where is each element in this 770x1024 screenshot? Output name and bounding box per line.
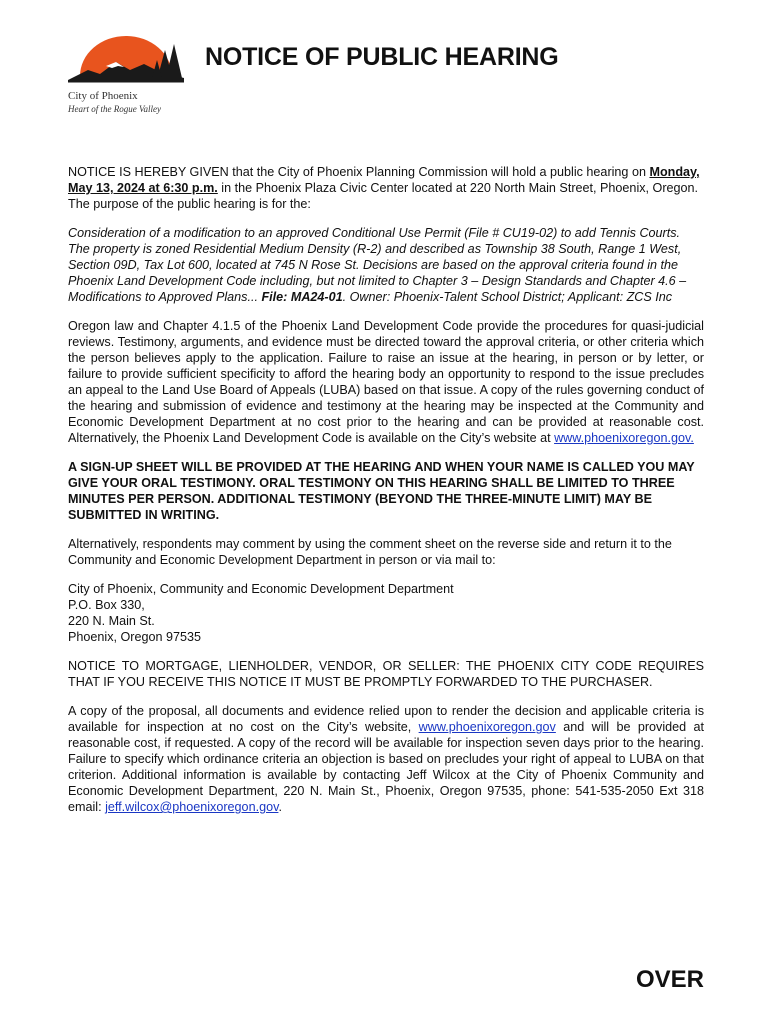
city-logo bbox=[66, 32, 186, 86]
copy-paragraph bbox=[68, 703, 704, 815]
city-name: City of Phoenix bbox=[68, 90, 138, 102]
copy-website-link[interactable]: www.phoenixoregon.gov bbox=[418, 720, 556, 734]
alternative-paragraph: Alternatively, respondents may comment by using the comment sheet on the reverse side and return it to the Community and Economic Development Department in person or via mail to: bbox=[68, 537, 672, 567]
hearing-date-time: Monday, May 13, 2024 at 6:30 p.m. bbox=[68, 165, 700, 195]
page-title: NOTICE OF PUBLIC HEARING bbox=[205, 43, 559, 71]
law-text: Oregon law and Chapter 4.1.5 of the Phoenix Land Development Code provide the procedures for quasi-judicial reviews. Testimony, arguments, and evidence must be directed toward the approval criteria, or other criteria which the person believes apply to the application. Failure to raise an issue at the hearing, in person or by letter, or failure to provide sufficient specificity to afford the hearing body an opportunity to respond to the issue precludes an appeal to the Land Use Board of Appeals (LUBA) based on that issue. A copy of the rules governing conduct of the hearing and submission of evidence and testimony at the hearing may be inspected at the Community and Economic Development Department at no cost prior to the hearing and can be provided at reasonable cost. Alternatively, the Phoenix Land Development Code is available on the City’s website at bbox=[68, 319, 704, 445]
file-number: File: MA24-01 bbox=[261, 290, 343, 304]
intro-paragraph bbox=[68, 164, 704, 212]
mortgage-notice: NOTICE TO MORTGAGE, LIENHOLDER, VENDOR, OR SELLER: THE PHOENIX CITY CODE REQUIRES THAT IF YOU RECEIVE THIS NOTICE IT MUST BE PROMPTLY FORWARDED TO THE PURCHASER. bbox=[68, 659, 704, 689]
address-line: P.O. Box 330, bbox=[68, 598, 145, 612]
signup-paragraph: A SIGN-UP SHEET WILL BE PROVIDED AT THE HEARING AND WHEN YOUR NAME IS CALLED YOU MAY GIVE YOUR ORAL TESTIMONY. ORAL TESTIMONY ON THIS HEARING SHALL BE LIMITED TO THREE MINUTES PER PERSON. ADDITIONAL TESTIMONY (BEYOND THE THREE-MINUTE LIMIT) MAY BE SUBMITTED IN WRITING. bbox=[68, 460, 695, 522]
city-tagline: Heart of the Rogue Valley bbox=[68, 104, 161, 114]
consideration-paragraph bbox=[68, 225, 704, 305]
intro-text: NOTICE IS HEREBY GIVEN that the City of Phoenix Planning Commission will hold a public hearing on bbox=[68, 165, 650, 179]
address-line: City of Phoenix, Community and Economic Development Department bbox=[68, 582, 454, 596]
address-line: 220 N. Main St. bbox=[68, 614, 155, 628]
email-link[interactable]: jeff.wilcox@phoenixoregon.gov bbox=[105, 800, 279, 814]
over-label: OVER bbox=[635, 966, 704, 993]
intro-text-cont: in the Phoenix Plaza Civic Center located at 220 North Main Street, Phoenix, Oregon. The purpose of the public hearing is for the: bbox=[68, 181, 699, 211]
notice-body bbox=[68, 164, 704, 828]
website-link[interactable]: www.phoenixoregon.gov. bbox=[554, 431, 694, 445]
consideration-text: Consideration of a modification to an approved Conditional Use Permit (File # CU19-02) to add Tennis Courts. The property is zoned Residential Medium Density (R-2) and described as Township 38 South, Range 1 West, Section 09D, Tax Lot 600, located at 745 N Rose St. Decisions are based on the approval criteria found in the Phoenix Land Development Code including, but not limited to Chapter 3 – Design Standards and Chapter 4.6 – Modifications to Approved Plans... bbox=[68, 226, 687, 304]
consideration-text-cont: . Owner: Phoenix-Talent School District; Applicant: ZCS Inc bbox=[342, 290, 673, 304]
copy-text: A copy of the proposal, all documents and evidence relied upon to render the decision and applicable criteria is available for inspection at no cost on the City’s website, bbox=[68, 704, 704, 734]
copy-text-end: . bbox=[278, 800, 282, 814]
address-line: Phoenix, Oregon 97535 bbox=[68, 630, 202, 644]
law-paragraph bbox=[68, 318, 704, 446]
copy-text-cont: and will be provided at reasonable cost, if requested. A copy of the record will be available for inspection seven days prior to the hearing. Failure to specify which ordinance criteria an objection is based on precludes your right of appeal to LUBA on that criterion. Additional information is available by contacting Jeff Wilcox at the City of Phoenix Community and Economic Development Department, 220 N. Main St., Phoenix, Oregon 97535, phone: 541-535-2050 Ext 318 email: bbox=[68, 720, 704, 814]
mailing-address bbox=[68, 581, 704, 645]
